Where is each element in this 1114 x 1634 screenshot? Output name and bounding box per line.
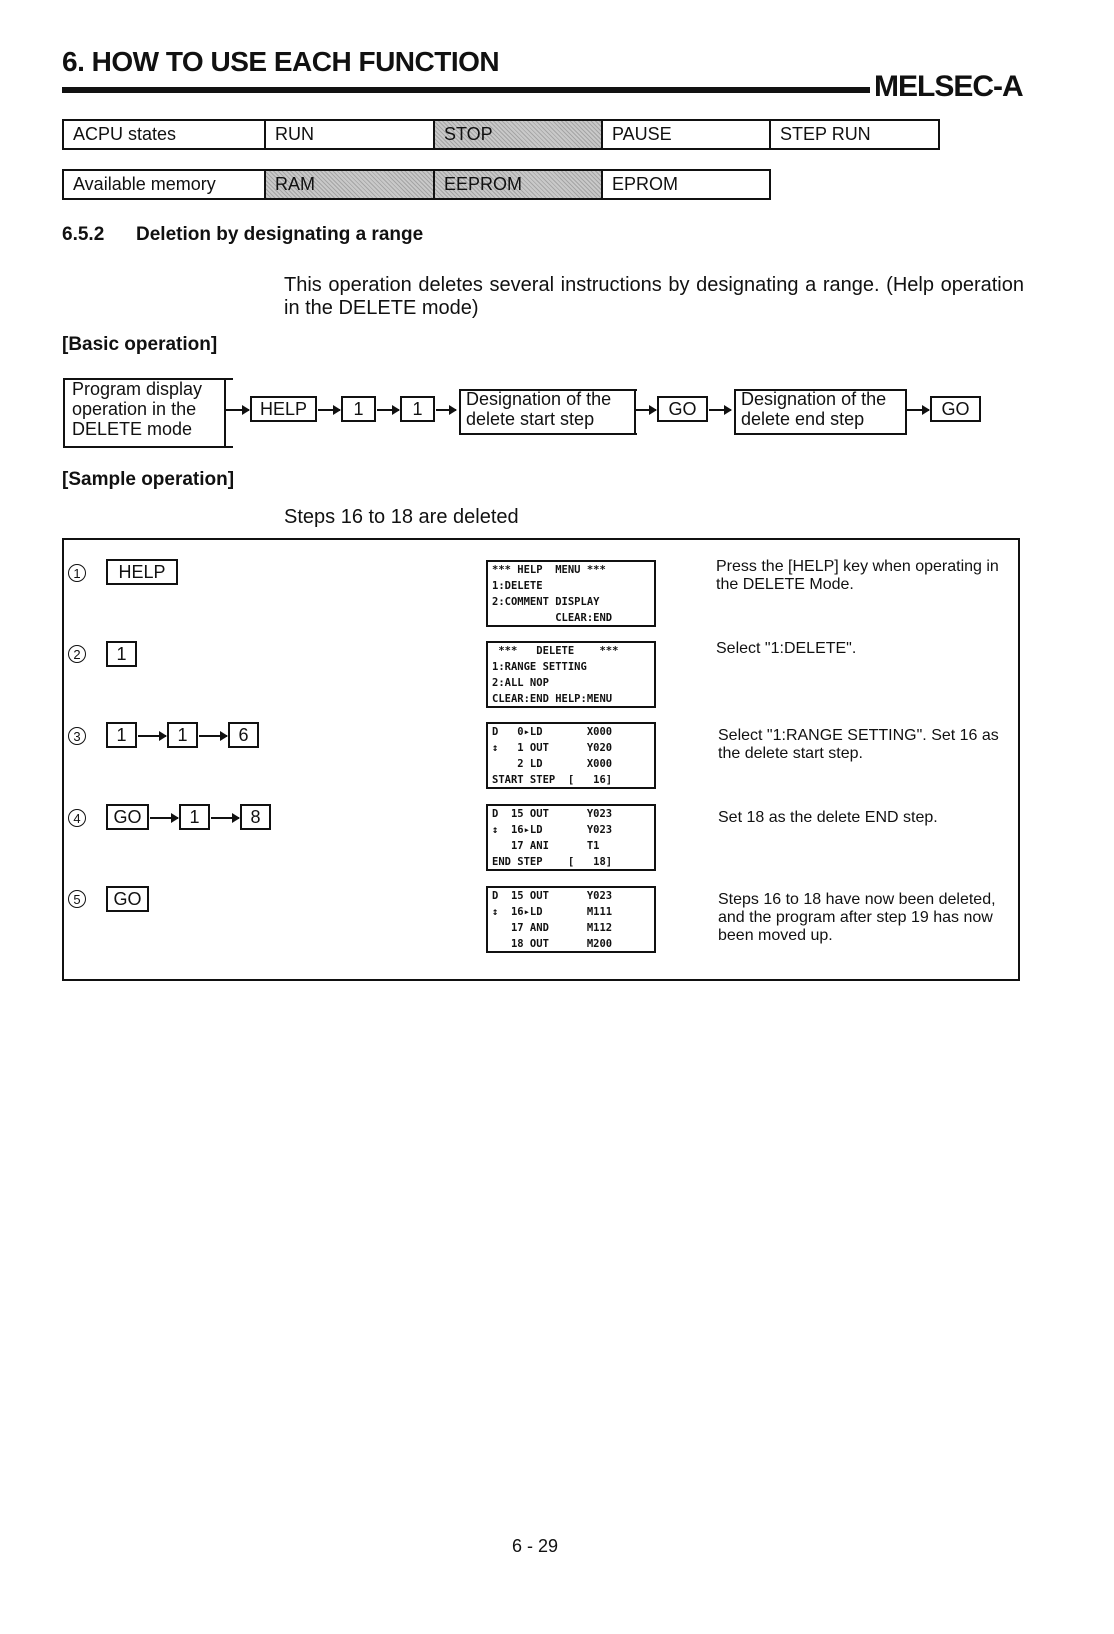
cpu-states-label: ACPU states (63, 120, 265, 149)
go-key: GO (106, 886, 149, 912)
sample-operation-heading: [Sample operation] (62, 469, 235, 490)
start-step-text: Designation of the delete start step (466, 389, 612, 429)
lcd-screen: *** DELETE *** 1:RANGE SETTING 2:ALL NOP CLEAR:END HELP:MENU (486, 641, 656, 708)
state-pause: PAUSE (602, 120, 770, 149)
basic-operation-heading: [Basic operation] (62, 334, 218, 355)
go-key: GO (657, 396, 708, 422)
memory-eprom: EPROM (602, 170, 770, 199)
step-description: Steps 16 to 18 have now been deleted, and the program after step 19 has now been moved up. (718, 891, 996, 944)
cpu-states-table (62, 119, 940, 150)
step-number: 1 (68, 564, 86, 582)
key-1: 1 (106, 722, 137, 748)
key-8: 8 (240, 804, 271, 830)
start-condition-bracket-right (214, 378, 226, 448)
step-description: Set 18 as the delete END step. (718, 809, 938, 826)
memory-eeprom: EEPROM (434, 170, 602, 199)
step-description: Select "1:RANGE SETTING". Set 16 as the delete start step. (718, 727, 999, 762)
sample-note: Steps 16 to 18 are deleted (284, 506, 519, 528)
flow-arrow (907, 409, 929, 411)
end-step-text: Designation of the delete end step (741, 389, 887, 429)
flow-arrow (636, 409, 656, 411)
section-title: 6. HOW TO USE EACH FUNCTION (62, 46, 500, 77)
state-stop: STOP (434, 120, 602, 149)
memory-label: Available memory (63, 170, 265, 199)
step-number: 2 (68, 645, 86, 663)
brand-logo-text: MELSEC-A (874, 70, 1023, 103)
flow-arrow (226, 409, 249, 411)
flow-arrow (211, 817, 239, 819)
key-1: 1 (341, 396, 376, 422)
memory-ram: RAM (265, 170, 434, 199)
intro-paragraph: This operation deletes several instructions by designating a range. (Help operation in the DELETE mode) (284, 274, 1024, 319)
go-key: GO (106, 804, 149, 830)
subsection-title: Deletion by designating a range (136, 224, 424, 245)
flow-arrow (150, 817, 178, 819)
lcd-screen: *** HELP MENU *** 1:DELETE 2:COMMENT DISPLAY CLEAR:END (486, 560, 656, 627)
key-1: 1 (106, 641, 137, 667)
help-key: HELP (106, 559, 178, 585)
key-6: 6 (228, 722, 259, 748)
flow-arrow (199, 735, 227, 737)
lcd-screen: D 15 OUT Y023 ↕ 16▸LD Y023 17 ANI T1 END STEP [ 18] (486, 804, 656, 871)
go-key: GO (930, 396, 981, 422)
header-rule (62, 87, 870, 93)
step-description: Press the [HELP] key when operating in the DELETE Mode. (716, 558, 999, 593)
start-condition-text: Program display operation in the DELETE mode (72, 379, 203, 439)
step-number: 5 (68, 890, 86, 908)
step-number: 3 (68, 727, 86, 745)
lcd-screen: D 15 OUT Y023 ↕ 16▸LD M111 17 AND M112 18 OUT M200 (486, 886, 656, 953)
flow-arrow (138, 735, 166, 737)
page-number: 6 - 29 (512, 1536, 559, 1556)
key-1: 1 (400, 396, 435, 422)
help-key: HELP (250, 396, 317, 422)
lcd-screen: D 0▸LD X000 ↕ 1 OUT Y020 2 LD X000 START STEP [ 16] (486, 722, 656, 789)
subsection-heading (62, 224, 423, 246)
memory-table (62, 169, 771, 200)
state-step-run: STEP RUN (770, 120, 939, 149)
step-number: 4 (68, 809, 86, 827)
key-1: 1 (179, 804, 210, 830)
step-description: Select "1:DELETE". (716, 640, 857, 657)
state-run: RUN (265, 120, 434, 149)
flow-arrow (377, 409, 399, 411)
flow-arrow (436, 409, 456, 411)
flow-arrow (709, 409, 731, 411)
subsection-number: 6.5.2 (62, 224, 105, 245)
start-step-bracket-right (624, 389, 636, 435)
key-1: 1 (167, 722, 198, 748)
flow-arrow (318, 409, 340, 411)
end-step-bracket-right (895, 389, 907, 435)
